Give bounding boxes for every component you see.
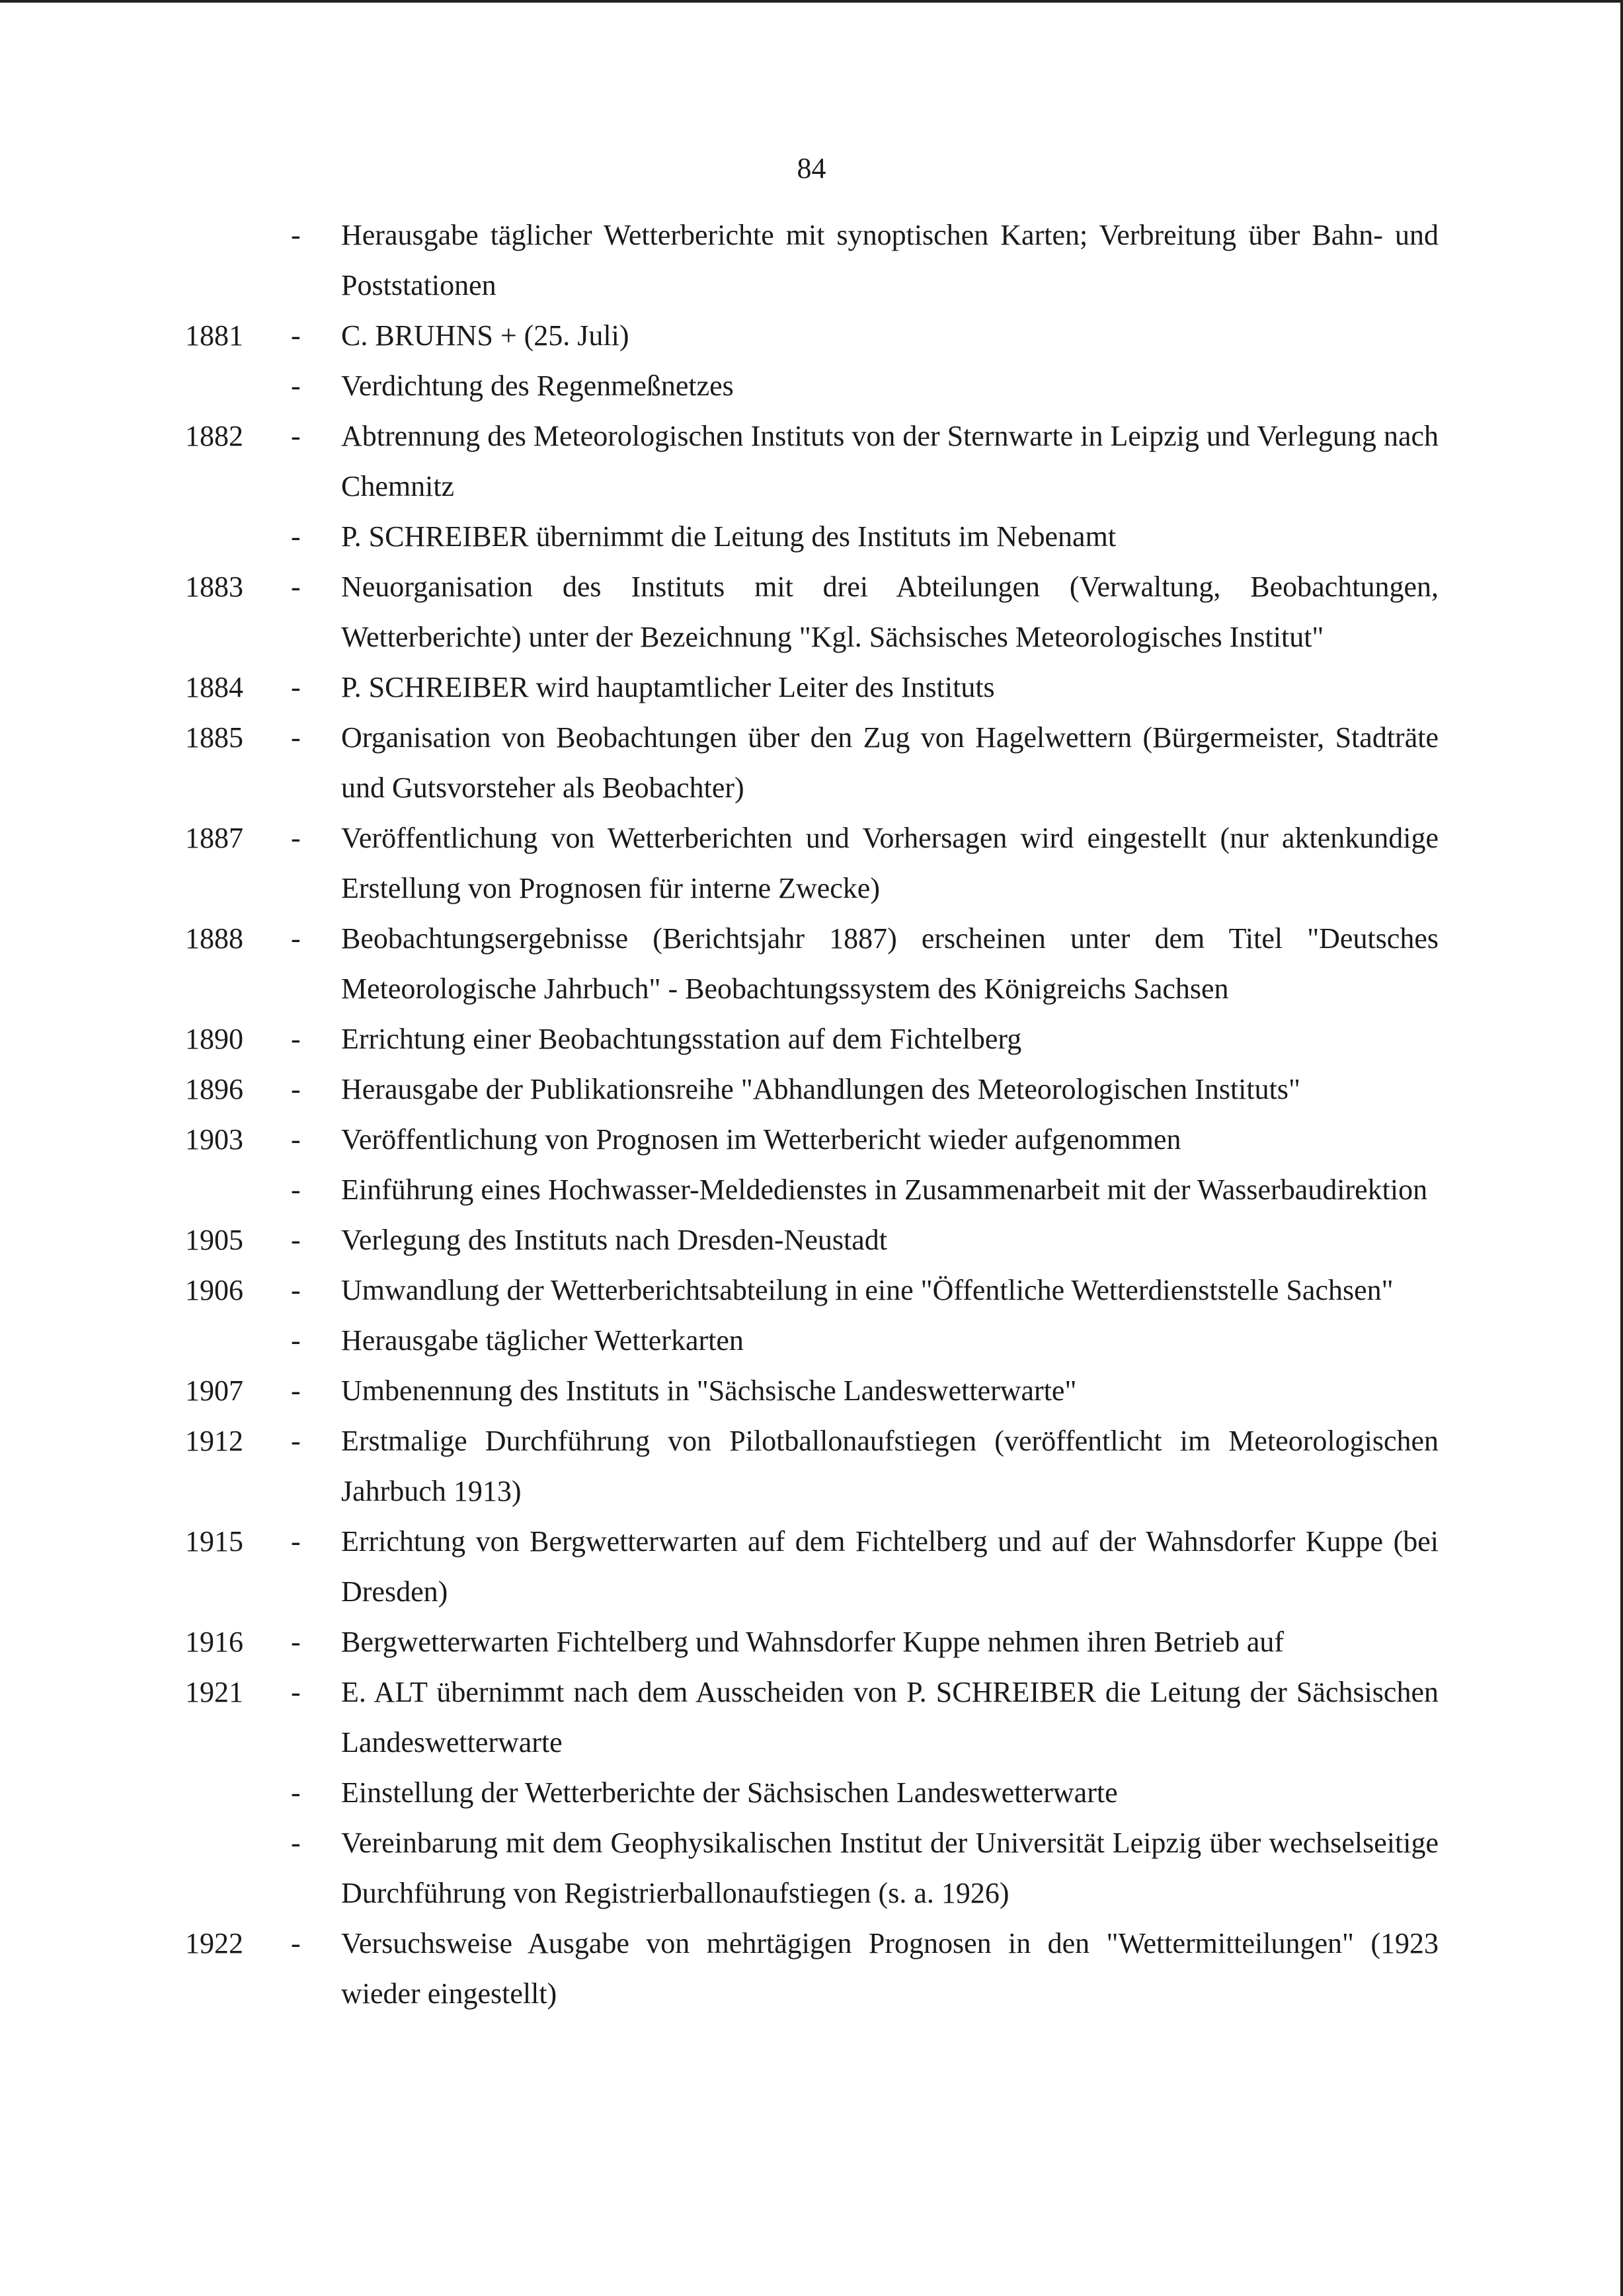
chronology-entry — [0, 813, 1623, 914]
entry-year: 1906 — [185, 1274, 243, 1306]
entry-text: Herausgabe täglicher Wetterkarten — [341, 1324, 744, 1357]
entry-year: 1884 — [185, 671, 243, 703]
entry-year: 1882 — [185, 420, 243, 452]
entry-year: 1916 — [185, 1626, 243, 1658]
entry-dash: - — [291, 219, 301, 251]
page-number: 84 — [797, 152, 826, 184]
entry-text: Verdichtung des Regenmeßnetzes — [341, 370, 734, 402]
chronology-entry — [0, 1215, 1623, 1265]
entry-text: Einstellung der Wetterberichte der Sächsischen Landeswetterwarte — [341, 1776, 1118, 1809]
chronology-entry — [0, 1517, 1623, 1617]
entry-dash: - — [291, 1073, 301, 1105]
entry-dash: - — [291, 1626, 301, 1658]
chronology-entry — [0, 512, 1623, 562]
entry-year: 1885 — [185, 721, 243, 754]
entry-dash: - — [291, 721, 301, 754]
entry-dash: - — [291, 1173, 301, 1206]
entry-year: 1881 — [185, 319, 243, 352]
chronology-entry — [0, 1316, 1623, 1366]
entry-year: 1922 — [185, 1927, 243, 1960]
entry-dash: - — [291, 1324, 301, 1357]
entry-dash: - — [291, 1525, 301, 1558]
entry-year: 1903 — [185, 1123, 243, 1156]
entry-dash: - — [291, 1776, 301, 1809]
entry-text: P. SCHREIBER wird hauptamtlicher Leiter des Instituts — [341, 671, 995, 703]
entry-text: C. BRUHNS + (25. Juli) — [341, 319, 629, 352]
chronology-entry — [0, 1617, 1623, 1667]
entry-dash: - — [291, 1123, 301, 1156]
scan-border-top — [0, 0, 1623, 3]
entry-dash: - — [291, 370, 301, 402]
entry-text: Veröffentlichung von Prognosen im Wetterbericht wieder aufgenommen — [341, 1123, 1181, 1156]
entry-text: Versuchsweise Ausgabe von mehrtägigen Prognosen in den "Wettermitteilungen" (1923 wieder eingestellt) — [341, 1927, 1439, 2010]
entry-text: Neuorganisation des Instituts mit drei Abteilungen (Verwaltung, Beobachtungen, Wetterberichte) unter der Bezeichnung "Kgl. Sächsisches Meteorologisches Institut" — [341, 571, 1439, 653]
chronology-entry — [0, 914, 1623, 1014]
entry-text: Organisation von Beobachtungen über den Zug von Hagelwettern (Bürgermeister, Stadträte und Gutsvorsteher als Beobachter) — [341, 721, 1439, 804]
entry-year: 1896 — [185, 1073, 243, 1105]
entry-text: Herausgabe der Publikationsreihe "Abhandlungen des Meteorologischen Instituts" — [341, 1073, 1300, 1105]
entry-dash: - — [291, 1224, 301, 1256]
entry-text: Bergwetterwarten Fichtelberg und Wahnsdorfer Kuppe nehmen ihren Betrieb auf — [341, 1626, 1285, 1658]
chronology-entry — [0, 1366, 1623, 1416]
entry-text: Erstmalige Durchführung von Pilotballonaufstiegen (veröffentlicht im Meteorologischen Jahrbuch 1913) — [341, 1425, 1439, 1507]
entry-text: Beobachtungsergebnisse (Berichtsjahr 1887) erscheinen unter dem Titel "Deutsches Meteorologische Jahrbuch" - Beobachtungssystem des Königreichs Sachsen — [341, 922, 1439, 1005]
entry-text: Vereinbarung mit dem Geophysikalischen Institut der Universität Leipzig über wechselseitige Durchführung von Registrierballonaufstiegen (s. a. 1926) — [341, 1827, 1439, 1909]
chronology-entry — [0, 1768, 1623, 1818]
entry-year: 1907 — [185, 1374, 243, 1407]
entry-text: Errichtung einer Beobachtungsstation auf dem Fichtelberg — [341, 1023, 1022, 1055]
entry-dash: - — [291, 1827, 301, 1859]
chronology-entry — [0, 662, 1623, 713]
entry-dash: - — [291, 822, 301, 854]
entry-text: Abtrennung des Meteorologischen Instituts von der Sternwarte in Leipzig und Verlegung nach Chemnitz — [341, 420, 1439, 502]
entry-dash: - — [291, 1676, 301, 1708]
entry-year: 1915 — [185, 1525, 243, 1558]
chronology-entry — [0, 1919, 1623, 2019]
entry-text: Veröffentlichung von Wetterberichten und Vorhersagen wird eingestellt (nur aktenkundige Erstellung von Prognosen für interne Zwecke) — [341, 822, 1439, 904]
entry-dash: - — [291, 1425, 301, 1457]
entry-text: Errichtung von Bergwetterwarten auf dem Fichtelberg und auf der Wahnsdorfer Kuppe (bei Dresden) — [341, 1525, 1439, 1608]
entry-text: Umbenennung des Instituts in "Sächsische Landeswetterwarte" — [341, 1374, 1077, 1407]
entry-dash: - — [291, 1374, 301, 1407]
chronology-entry — [0, 361, 1623, 411]
chronology-entry — [0, 1667, 1623, 1768]
entry-year: 1905 — [185, 1224, 243, 1256]
chronology-entry — [0, 1165, 1623, 1215]
entry-year: 1888 — [185, 922, 243, 955]
chronology-entry — [0, 210, 1623, 311]
entry-dash: - — [291, 1023, 301, 1055]
chronology-entry — [0, 1014, 1623, 1064]
entry-dash: - — [291, 922, 301, 955]
entry-year: 1883 — [185, 571, 243, 603]
chronology-entry — [0, 713, 1623, 813]
chronology-entry — [0, 311, 1623, 361]
entry-dash: - — [291, 319, 301, 352]
chronology-entry — [0, 1115, 1623, 1165]
entry-text: Umwandlung der Wetterberichtsabteilung in eine "Öffentliche Wetterdienststelle Sachsen" — [341, 1274, 1394, 1306]
entry-text: Einführung eines Hochwasser-Meldedienstes in Zusammenarbeit mit der Wasserbaudirektion — [341, 1173, 1428, 1206]
entry-dash: - — [291, 520, 301, 553]
chronology-entry — [0, 1265, 1623, 1316]
entry-text: E. ALT übernimmt nach dem Ausscheiden von P. SCHREIBER die Leitung der Sächsischen Landeswetterwarte — [341, 1676, 1439, 1759]
chronology-entry — [0, 1064, 1623, 1115]
entry-text: Verlegung des Instituts nach Dresden-Neustadt — [341, 1224, 888, 1256]
chronology-entry — [0, 562, 1623, 662]
entry-year: 1912 — [185, 1425, 243, 1457]
entry-dash: - — [291, 571, 301, 603]
chronology-entry — [0, 1416, 1623, 1517]
entry-dash: - — [291, 420, 301, 452]
entry-dash: - — [291, 1274, 301, 1306]
entry-text: P. SCHREIBER übernimmt die Leitung des Instituts im Nebenamt — [341, 520, 1117, 553]
entry-year: 1890 — [185, 1023, 243, 1055]
chronology-list — [0, 210, 1623, 2019]
entry-dash: - — [291, 671, 301, 703]
entry-year: 1887 — [185, 822, 243, 854]
chronology-entry — [0, 411, 1623, 512]
entry-dash: - — [291, 1927, 301, 1960]
chronology-entry — [0, 1818, 1623, 1919]
entry-text: Herausgabe täglicher Wetterberichte mit synoptischen Karten; Verbreitung über Bahn- und Poststationen — [341, 219, 1439, 301]
entry-year: 1921 — [185, 1676, 243, 1708]
